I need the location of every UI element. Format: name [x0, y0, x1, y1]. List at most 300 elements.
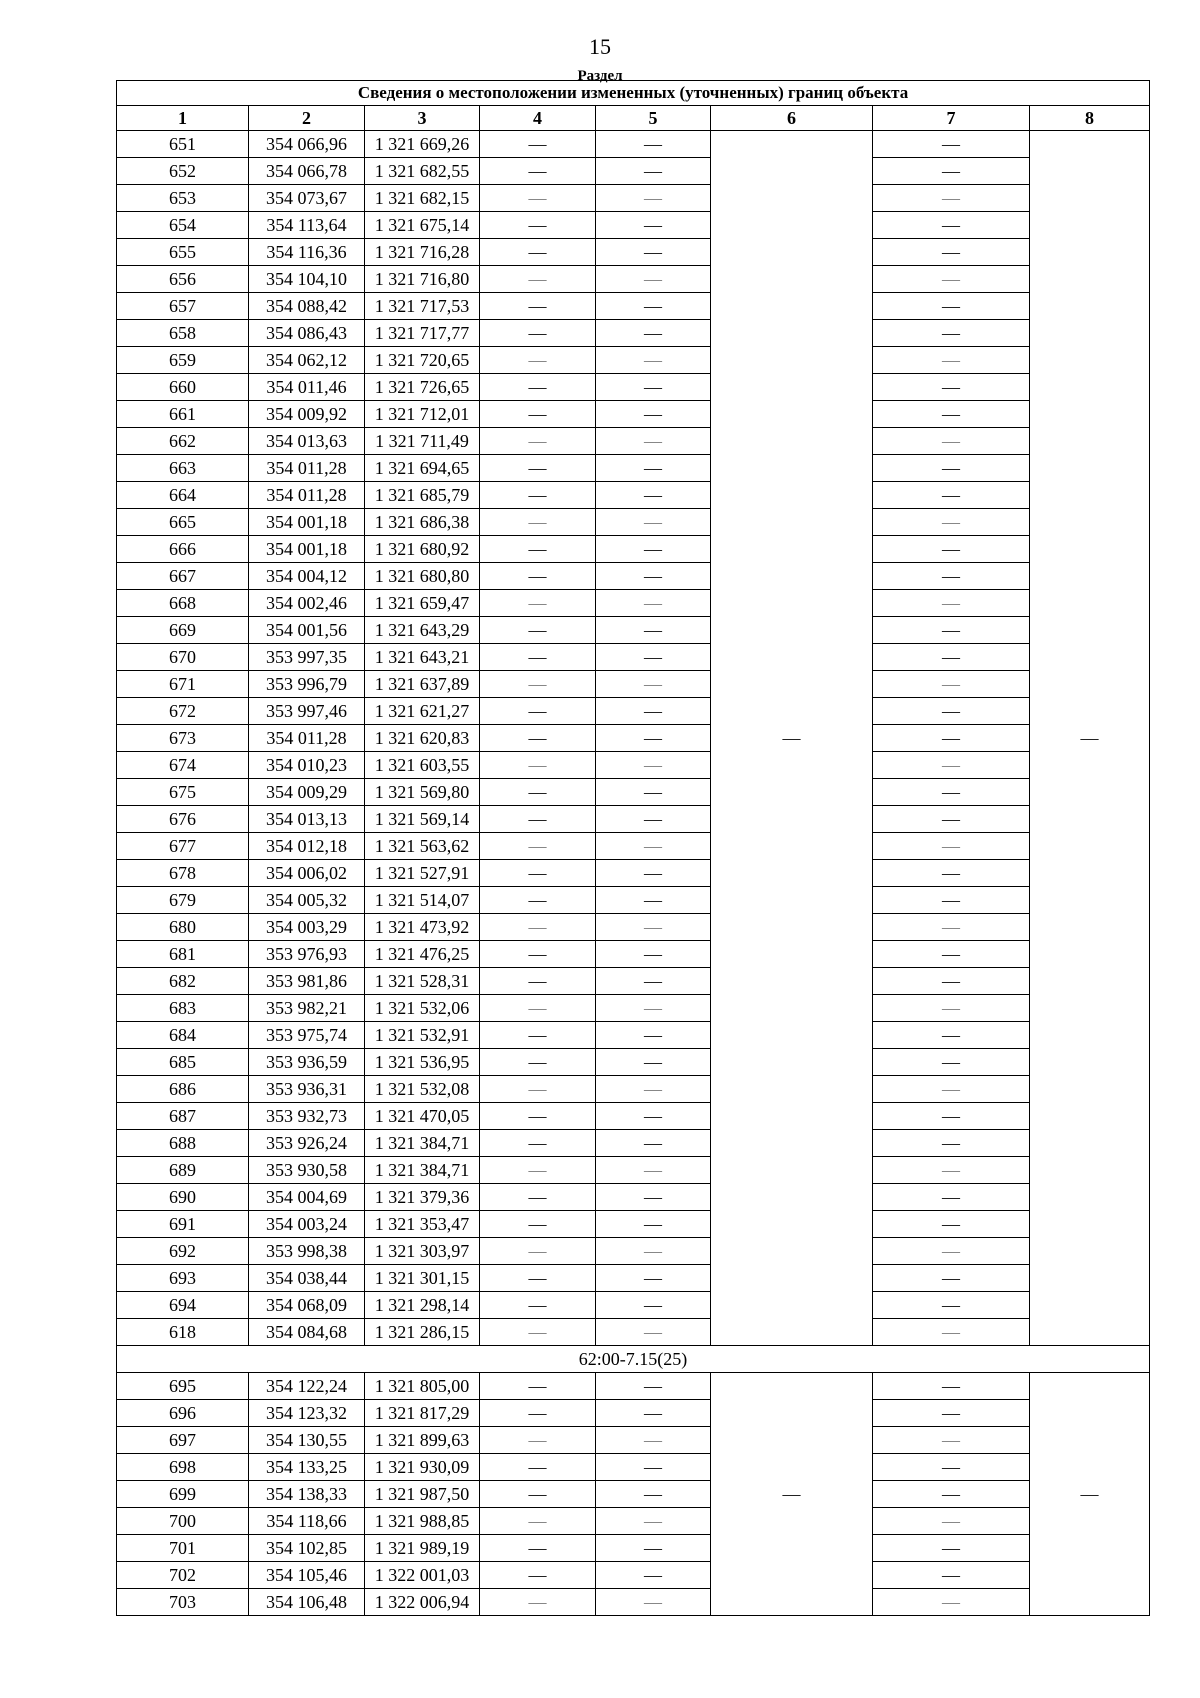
dash-mark: —: [644, 1484, 662, 1504]
col4-cell: [480, 1319, 596, 1346]
page-number: 15: [589, 34, 611, 59]
point-number-cell: 684: [117, 1022, 249, 1049]
table-row: [117, 1157, 1150, 1184]
x-coordinate-cell: 354 118,66: [249, 1508, 365, 1535]
y-coordinate-cell: 1 321 621,27: [365, 698, 480, 725]
col7-cell: [873, 1427, 1030, 1454]
col8-merged-cell: [1030, 131, 1150, 1346]
table-title: Сведения о местоположении измененных (уточненных) границ объекта: [117, 81, 1150, 106]
col7-cell: [873, 1481, 1030, 1508]
dash-mark: —: [942, 1106, 960, 1126]
dash-mark: —: [644, 782, 662, 802]
col5-cell: [596, 1157, 711, 1184]
col4-cell: [480, 185, 596, 212]
dash-mark: —: [644, 674, 662, 694]
table-row: [117, 1184, 1150, 1211]
point-number-cell: 663: [117, 455, 249, 482]
point-number-cell: 667: [117, 563, 249, 590]
col7-cell: [873, 212, 1030, 239]
col7-cell: [873, 320, 1030, 347]
x-coordinate-cell: 354 066,78: [249, 158, 365, 185]
y-coordinate-cell: 1 321 989,19: [365, 1535, 480, 1562]
point-number-cell: 681: [117, 941, 249, 968]
dash-mark: —: [644, 296, 662, 316]
point-number-cell: 672: [117, 698, 249, 725]
table-body: [117, 131, 1150, 1616]
col5-cell: [596, 266, 711, 293]
point-number-cell: 682: [117, 968, 249, 995]
table-row: [117, 1373, 1150, 1400]
dash-mark: —: [528, 1538, 547, 1558]
dash-mark: —: [528, 1430, 547, 1450]
col4-cell: [480, 725, 596, 752]
col4-cell: [480, 644, 596, 671]
col5-cell: [596, 563, 711, 590]
col7-cell: [873, 1589, 1030, 1616]
dash-mark: —: [644, 350, 662, 370]
y-coordinate-cell: 1 321 675,14: [365, 212, 480, 239]
dash-mark: —: [528, 998, 547, 1018]
point-number-cell: 659: [117, 347, 249, 374]
x-coordinate-cell: 353 996,79: [249, 671, 365, 698]
point-number-cell: 689: [117, 1157, 249, 1184]
col7-cell: [873, 1130, 1030, 1157]
x-coordinate-cell: 353 936,31: [249, 1076, 365, 1103]
dash-mark: —: [528, 215, 547, 235]
col7-cell: [873, 995, 1030, 1022]
dash-mark: —: [942, 836, 960, 856]
table-row: [117, 320, 1150, 347]
table-row: [117, 887, 1150, 914]
x-coordinate-cell: 354 062,12: [249, 347, 365, 374]
point-number-cell: 665: [117, 509, 249, 536]
table-row: [117, 374, 1150, 401]
point-number-cell: 700: [117, 1508, 249, 1535]
col7-cell: [873, 239, 1030, 266]
dash-mark: —: [942, 593, 960, 613]
y-coordinate-cell: 1 321 473,92: [365, 914, 480, 941]
y-coordinate-cell: 1 321 643,21: [365, 644, 480, 671]
col4-cell: [480, 698, 596, 725]
dash-mark: —: [942, 863, 960, 883]
group-label: 62:00-7.15(25): [117, 1346, 1150, 1373]
dash-mark: —: [528, 377, 547, 397]
dash-mark: —: [528, 1187, 547, 1207]
dash-mark: —: [942, 1403, 960, 1423]
col5-cell: [596, 1373, 711, 1400]
y-coordinate-cell: 1 321 286,15: [365, 1319, 480, 1346]
y-coordinate-cell: 1 321 569,80: [365, 779, 480, 806]
column-header-3: 3: [365, 106, 480, 131]
table-row: [117, 401, 1150, 428]
col5-cell: [596, 941, 711, 968]
point-number-cell: 662: [117, 428, 249, 455]
col4-cell: [480, 1238, 596, 1265]
col7-cell: [873, 1508, 1030, 1535]
dash-mark: —: [942, 1484, 960, 1504]
column-header-row: [117, 106, 1150, 131]
dash-mark: —: [644, 728, 662, 748]
y-coordinate-cell: 1 321 303,97: [365, 1238, 480, 1265]
col7-cell: [873, 860, 1030, 887]
table-row: [117, 1454, 1150, 1481]
dash-mark: —: [644, 701, 662, 721]
table-row: [117, 1562, 1150, 1589]
table-row: [117, 1535, 1150, 1562]
point-number-cell: 688: [117, 1130, 249, 1157]
y-coordinate-cell: 1 321 930,09: [365, 1454, 480, 1481]
x-coordinate-cell: 353 982,21: [249, 995, 365, 1022]
coordinates-table: [116, 80, 1150, 1616]
dash-mark: —: [528, 458, 547, 478]
x-coordinate-cell: 353 998,38: [249, 1238, 365, 1265]
dash-mark: —: [644, 863, 662, 883]
dash-mark: —: [644, 1268, 662, 1288]
col7-cell: [873, 833, 1030, 860]
dash-mark: —: [644, 998, 662, 1018]
col5-cell: [596, 968, 711, 995]
col5-cell: [596, 509, 711, 536]
point-number-cell: 654: [117, 212, 249, 239]
point-number-cell: 685: [117, 1049, 249, 1076]
col5-cell: [596, 1238, 711, 1265]
point-number-cell: 651: [117, 131, 249, 158]
point-number-cell: 696: [117, 1400, 249, 1427]
col5-cell: [596, 1292, 711, 1319]
col7-cell: [873, 428, 1030, 455]
x-coordinate-cell: 354 106,48: [249, 1589, 365, 1616]
table-row: [117, 1103, 1150, 1130]
col7-cell: [873, 806, 1030, 833]
table-row: [117, 806, 1150, 833]
dash-mark: —: [528, 1133, 547, 1153]
x-coordinate-cell: 353 976,93: [249, 941, 365, 968]
col5-cell: [596, 914, 711, 941]
dash-mark: —: [942, 431, 960, 451]
dash-mark: —: [528, 1052, 547, 1072]
col7-cell: [873, 725, 1030, 752]
x-coordinate-cell: 354 001,56: [249, 617, 365, 644]
dash-mark: —: [942, 1214, 960, 1234]
point-number-cell: 674: [117, 752, 249, 779]
col5-cell: [596, 752, 711, 779]
dash-mark: —: [528, 1565, 547, 1585]
point-number-cell: 657: [117, 293, 249, 320]
y-coordinate-cell: 1 321 532,91: [365, 1022, 480, 1049]
table-row: [117, 752, 1150, 779]
col7-cell: [873, 779, 1030, 806]
col7-cell: [873, 1076, 1030, 1103]
y-coordinate-cell: 1 321 694,65: [365, 455, 480, 482]
x-coordinate-cell: 354 102,85: [249, 1535, 365, 1562]
point-number-cell: 678: [117, 860, 249, 887]
dash-mark: —: [942, 1295, 960, 1315]
y-coordinate-cell: 1 321 682,15: [365, 185, 480, 212]
point-number-cell: 671: [117, 671, 249, 698]
col5-cell: [596, 374, 711, 401]
x-coordinate-cell: 354 038,44: [249, 1265, 365, 1292]
dash-mark: —: [528, 1241, 547, 1261]
dash-mark: —: [942, 161, 960, 181]
x-coordinate-cell: 354 003,24: [249, 1211, 365, 1238]
dash-mark: —: [528, 485, 547, 505]
dash-mark: —: [528, 836, 547, 856]
x-coordinate-cell: 354 086,43: [249, 320, 365, 347]
x-coordinate-cell: 354 006,02: [249, 860, 365, 887]
col5-cell: [596, 1319, 711, 1346]
y-coordinate-cell: 1 321 686,38: [365, 509, 480, 536]
y-coordinate-cell: 1 321 527,91: [365, 860, 480, 887]
dash-mark: —: [644, 1052, 662, 1072]
col5-cell: [596, 1130, 711, 1157]
table-row: [117, 1589, 1150, 1616]
dash-mark: —: [942, 1160, 960, 1180]
col7-cell: [873, 1562, 1030, 1589]
dash-mark: —: [644, 1187, 662, 1207]
col7-cell: [873, 752, 1030, 779]
col7-cell: [873, 1184, 1030, 1211]
dash-mark: —: [528, 944, 547, 964]
col4-cell: [480, 1562, 596, 1589]
dash-mark: —: [942, 215, 960, 235]
col4-cell: [480, 1427, 596, 1454]
point-number-cell: 701: [117, 1535, 249, 1562]
x-coordinate-cell: 354 013,13: [249, 806, 365, 833]
x-coordinate-cell: 354 011,28: [249, 455, 365, 482]
col4-cell: [480, 1400, 596, 1427]
dash-mark: —: [942, 269, 960, 289]
col4-cell: [480, 914, 596, 941]
dash-mark: —: [644, 593, 662, 613]
col7-cell: [873, 1319, 1030, 1346]
col7-cell: [873, 590, 1030, 617]
col7-cell: [873, 1454, 1030, 1481]
col4-cell: [480, 266, 596, 293]
y-coordinate-cell: 1 321 805,00: [365, 1373, 480, 1400]
dash-mark: —: [942, 1511, 960, 1531]
col4-cell: [480, 1130, 596, 1157]
col5-cell: [596, 1508, 711, 1535]
point-number-cell: 655: [117, 239, 249, 266]
dash-mark: —: [942, 755, 960, 775]
dash-mark: —: [528, 242, 547, 262]
y-coordinate-cell: 1 321 659,47: [365, 590, 480, 617]
x-coordinate-cell: 354 010,23: [249, 752, 365, 779]
dash-mark: —: [528, 1403, 547, 1423]
col4-cell: [480, 968, 596, 995]
y-coordinate-cell: 1 321 536,95: [365, 1049, 480, 1076]
x-coordinate-cell: 354 004,69: [249, 1184, 365, 1211]
col4-cell: [480, 1211, 596, 1238]
col6-merged-cell: [711, 131, 873, 1346]
point-number-cell: 697: [117, 1427, 249, 1454]
point-number-cell: 653: [117, 185, 249, 212]
x-coordinate-cell: 354 123,32: [249, 1400, 365, 1427]
col7-cell: [873, 914, 1030, 941]
y-coordinate-cell: 1 321 603,55: [365, 752, 480, 779]
dash-mark: —: [528, 1106, 547, 1126]
table-row: [117, 1049, 1150, 1076]
point-number-cell: 683: [117, 995, 249, 1022]
dash-mark: —: [644, 1592, 662, 1612]
y-coordinate-cell: 1 321 353,47: [365, 1211, 480, 1238]
column-header-4: 4: [480, 106, 596, 131]
dash-mark: —: [942, 539, 960, 559]
col7-cell: [873, 266, 1030, 293]
dash-mark: —: [528, 701, 547, 721]
col7-cell: [873, 509, 1030, 536]
dash-mark: —: [942, 485, 960, 505]
table-row: [117, 563, 1150, 590]
point-number-cell: 656: [117, 266, 249, 293]
dash-mark: —: [644, 1430, 662, 1450]
x-coordinate-cell: 353 932,73: [249, 1103, 365, 1130]
col4-cell: [480, 1454, 596, 1481]
y-coordinate-cell: 1 321 569,14: [365, 806, 480, 833]
point-number-cell: 658: [117, 320, 249, 347]
dash-mark: —: [644, 890, 662, 910]
point-number-cell: 692: [117, 1238, 249, 1265]
y-coordinate-cell: 1 321 643,29: [365, 617, 480, 644]
dash-mark: —: [644, 1565, 662, 1585]
col7-cell: [873, 185, 1030, 212]
table-row: [117, 1400, 1150, 1427]
dash-mark: —: [942, 1241, 960, 1261]
col5-cell: [596, 644, 711, 671]
dash-mark: —: [644, 1322, 662, 1342]
dash-mark: —: [942, 809, 960, 829]
y-coordinate-cell: 1 321 716,80: [365, 266, 480, 293]
table-row: [117, 617, 1150, 644]
x-coordinate-cell: 354 011,28: [249, 725, 365, 752]
dash-mark: —: [942, 890, 960, 910]
col5-cell: [596, 1589, 711, 1616]
dash-mark: —: [528, 620, 547, 640]
table-row: [117, 347, 1150, 374]
dash-mark: —: [528, 323, 547, 343]
x-coordinate-cell: 354 001,18: [249, 536, 365, 563]
dash-mark: —: [644, 485, 662, 505]
y-coordinate-cell: 1 321 476,25: [365, 941, 480, 968]
dash-mark: —: [942, 350, 960, 370]
dash-mark: —: [644, 944, 662, 964]
col4-cell: [480, 401, 596, 428]
dash-mark: —: [942, 242, 960, 262]
col4-cell: [480, 806, 596, 833]
col7-cell: [873, 293, 1030, 320]
point-number-cell: 668: [117, 590, 249, 617]
point-number-cell: 693: [117, 1265, 249, 1292]
col4-cell: [480, 617, 596, 644]
section-heading: Раздел: [577, 68, 623, 84]
point-number-cell: 670: [117, 644, 249, 671]
dash-mark: —: [528, 404, 547, 424]
col4-cell: [480, 428, 596, 455]
x-coordinate-cell: 354 009,29: [249, 779, 365, 806]
table-row: [117, 1292, 1150, 1319]
point-number-cell: 679: [117, 887, 249, 914]
dash-mark: —: [644, 1079, 662, 1099]
col7-cell: [873, 941, 1030, 968]
table-row: [117, 536, 1150, 563]
dash-mark: —: [942, 1268, 960, 1288]
dash-mark: —: [942, 377, 960, 397]
col5-cell: [596, 1211, 711, 1238]
point-number-cell: 666: [117, 536, 249, 563]
col5-cell: [596, 185, 711, 212]
col5-cell: [596, 1562, 711, 1589]
point-number-cell: 687: [117, 1103, 249, 1130]
dash-mark: —: [644, 620, 662, 640]
x-coordinate-cell: 354 001,18: [249, 509, 365, 536]
dash-mark: —: [644, 917, 662, 937]
dash-mark: —: [942, 782, 960, 802]
col7-cell: [873, 455, 1030, 482]
dash-mark: —: [942, 1052, 960, 1072]
col4-cell: [480, 995, 596, 1022]
col4-cell: [480, 293, 596, 320]
table-row: [117, 698, 1150, 725]
x-coordinate-cell: 354 012,18: [249, 833, 365, 860]
col7-cell: [873, 1238, 1030, 1265]
dash-mark: —: [942, 1079, 960, 1099]
x-coordinate-cell: 354 105,46: [249, 1562, 365, 1589]
dash-mark: —: [644, 566, 662, 586]
group-label-row: [117, 1346, 1150, 1373]
dash-mark: —: [644, 458, 662, 478]
dash-mark: —: [644, 836, 662, 856]
dash-mark: —: [528, 539, 547, 559]
col4-cell: [480, 1049, 596, 1076]
dash-mark: —: [942, 1376, 960, 1396]
dash-mark: —: [528, 350, 547, 370]
point-number-cell: 699: [117, 1481, 249, 1508]
x-coordinate-cell: 354 138,33: [249, 1481, 365, 1508]
x-coordinate-cell: 354 130,55: [249, 1427, 365, 1454]
dash-mark: —: [528, 512, 547, 532]
table-row: [117, 482, 1150, 509]
dash-mark: —: [942, 1565, 960, 1585]
col4-cell: [480, 1157, 596, 1184]
point-number-cell: 673: [117, 725, 249, 752]
dash-mark: —: [942, 1592, 960, 1612]
col5-cell: [596, 1076, 711, 1103]
table-row: [117, 266, 1150, 293]
y-coordinate-cell: 1 321 532,06: [365, 995, 480, 1022]
dash-mark: —: [644, 1538, 662, 1558]
dash-mark: —: [644, 1214, 662, 1234]
x-coordinate-cell: 353 926,24: [249, 1130, 365, 1157]
col7-cell: [873, 482, 1030, 509]
column-header-7: 7: [873, 106, 1030, 131]
y-coordinate-cell: 1 321 563,62: [365, 833, 480, 860]
table-row: [117, 1022, 1150, 1049]
dash-mark: —: [942, 404, 960, 424]
dash-mark: —: [644, 323, 662, 343]
col5-cell: [596, 698, 711, 725]
column-header-8: 8: [1030, 106, 1150, 131]
col7-cell: [873, 1265, 1030, 1292]
col4-cell: [480, 455, 596, 482]
col5-cell: [596, 671, 711, 698]
point-number-cell: 698: [117, 1454, 249, 1481]
x-coordinate-cell: 354 004,12: [249, 563, 365, 590]
x-coordinate-cell: 353 981,86: [249, 968, 365, 995]
dash-mark: —: [528, 1322, 547, 1342]
y-coordinate-cell: 1 321 717,77: [365, 320, 480, 347]
col4-cell: [480, 482, 596, 509]
x-coordinate-cell: 353 997,46: [249, 698, 365, 725]
